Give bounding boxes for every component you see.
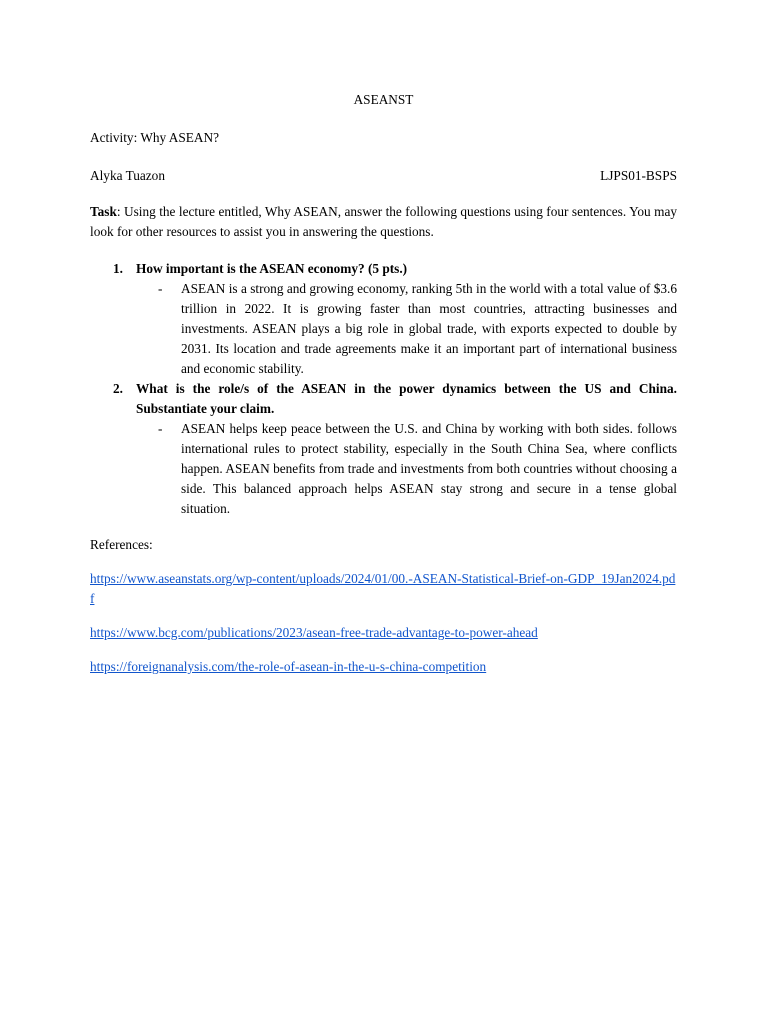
question-item-2 bbox=[90, 379, 677, 519]
reference-link[interactable]: https://www.aseanstats.org/wp-content/uploads/2024/01/00.-ASEAN-Statistical-Brief-on-GDP_19Jan2024.pdf bbox=[90, 571, 676, 606]
section-code: LJPS01-BSPS bbox=[600, 168, 677, 183]
task-text: : Using the lecture entitled, Why ASEAN, answer the following questions using four sentences. You may look for other resources to assist you in answering the questions. bbox=[90, 204, 677, 239]
activity-heading: Activity: Why ASEAN? bbox=[90, 130, 220, 145]
question-text: What is the role/s of the ASEAN in the power dynamics between the US and China. Substantiate your claim. bbox=[136, 381, 677, 416]
answer-item bbox=[136, 419, 677, 519]
answer-text: ASEAN helps keep peace between the U.S. and China by working with both sides. follows international rules to protect stability, especially in the South China Sea, where conflicts happen. ASEAN benefits from trade and investments from both countries without choosing a side. This balanced approach helps ASEAN stay strong and secure in a tense global situation. bbox=[181, 421, 677, 516]
document-title: ASEANST bbox=[353, 92, 414, 107]
student-name: Alyka Tuazon bbox=[90, 168, 165, 183]
dash-bullet: - bbox=[158, 281, 163, 296]
answer-item bbox=[136, 279, 677, 379]
document-page bbox=[90, 90, 677, 677]
student-info-row bbox=[90, 166, 677, 186]
reference-link[interactable]: https://foreignanalysis.com/the-role-of-asean-in-the-u-s-china-competition bbox=[90, 659, 487, 674]
answer-text: ASEAN is a strong and growing economy, ranking 5th in the world with a total value of $3.6 trillion in 2022. It is growing faster than most countries, attracting businesses and investments. ASEAN plays a big role in global trade, with exports expected to double by 2031. Its location and trade agreements make it an important part of international business and economic stability. bbox=[181, 281, 677, 376]
task-instructions bbox=[90, 202, 677, 242]
question-item-1 bbox=[90, 259, 677, 379]
question-number: 1. bbox=[113, 261, 123, 276]
dash-bullet: - bbox=[158, 421, 163, 436]
reference-link[interactable]: https://www.bcg.com/publications/2023/asean-free-trade-advantage-to-power-ahead bbox=[90, 625, 538, 640]
references-heading: References: bbox=[90, 537, 153, 552]
task-label: Task bbox=[90, 204, 117, 219]
question-number: 2. bbox=[113, 381, 123, 396]
question-text: How important is the ASEAN economy? (5 pts.) bbox=[136, 261, 408, 276]
questions-list bbox=[90, 259, 677, 519]
